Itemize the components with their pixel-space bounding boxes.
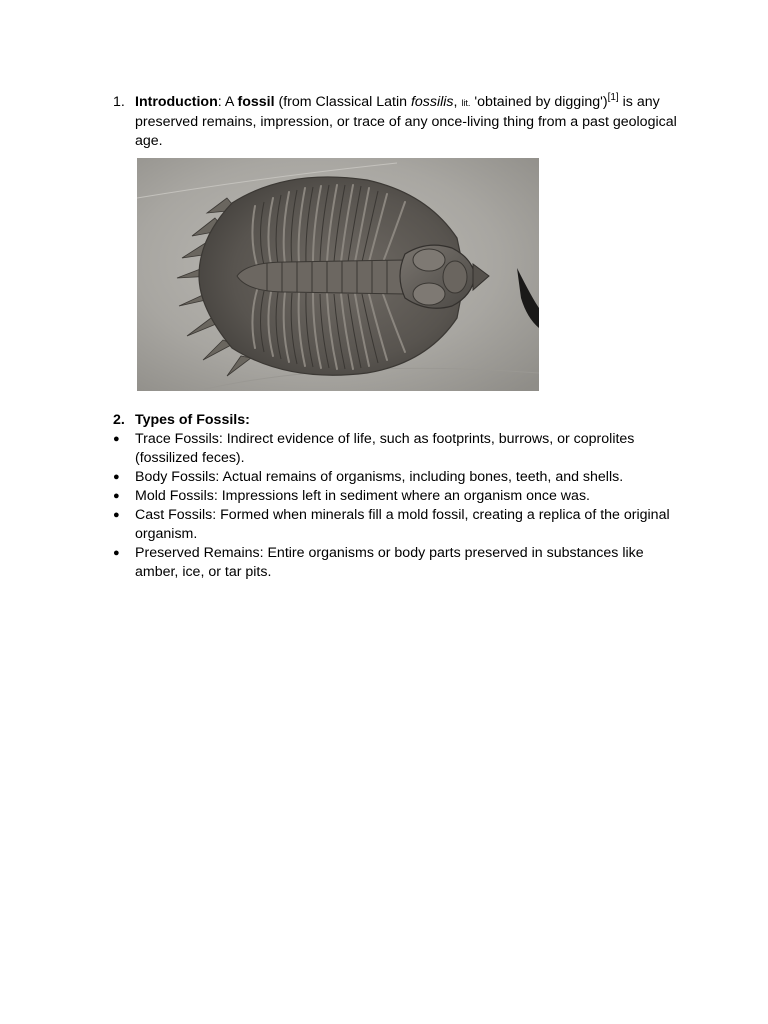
list-item (113, 487, 683, 506)
intro-text-e: is any preserved remains, impression, or trace of any once-living thing from a past geological age. (135, 94, 677, 149)
intro-heading: Introduction (135, 94, 218, 110)
list-item-text: Trace Fossils: Indirect evidence of life, such as footprints, burrows, or coprolites (fossilized feces). (135, 431, 635, 466)
list-item-text: Body Fossils: Actual remains of organisms, including bones, teeth, and shells. (135, 469, 624, 485)
types-heading: Types of Fossils: (135, 412, 250, 428)
fossil-types-list (113, 430, 683, 582)
trilobite-fossil-image (137, 158, 539, 391)
list-item-text: Cast Fossils: Formed when minerals fill a mold fossil, creating a replica of the original organism. (135, 507, 670, 542)
bullet-icon: ● (113, 509, 120, 521)
intro-text-c: , (453, 94, 462, 110)
intro-latin-word: fossilis (410, 94, 454, 110)
intro-paragraph (135, 93, 683, 151)
citation-link[interactable]: [1] (607, 92, 619, 103)
types-list-item (113, 411, 683, 430)
intro-text-d: 'obtained by digging') (470, 94, 608, 110)
intro-text-b: (from Classical Latin (274, 94, 411, 110)
types-number: 2. (113, 412, 125, 428)
bullet-icon: ● (113, 433, 120, 445)
bullet-icon: ● (113, 471, 120, 483)
list-item-text: Preserved Remains: Entire organisms or body parts preserved in substances like amber, ice, or tar pits. (135, 545, 644, 580)
intro-number: 1. (113, 94, 125, 110)
intro-text-a: : A (217, 94, 238, 110)
intro-list-item (113, 93, 683, 151)
list-item (113, 544, 683, 582)
intro-lit-abbrev: lit. (461, 98, 471, 108)
intro-term: fossil (237, 94, 275, 110)
bullet-icon: ● (113, 490, 120, 502)
list-item (113, 468, 683, 487)
bullet-icon: ● (113, 547, 120, 559)
list-item-text: Mold Fossils: Impressions left in sediment where an organism once was. (135, 488, 590, 504)
list-item (113, 430, 683, 468)
list-item (113, 506, 683, 544)
